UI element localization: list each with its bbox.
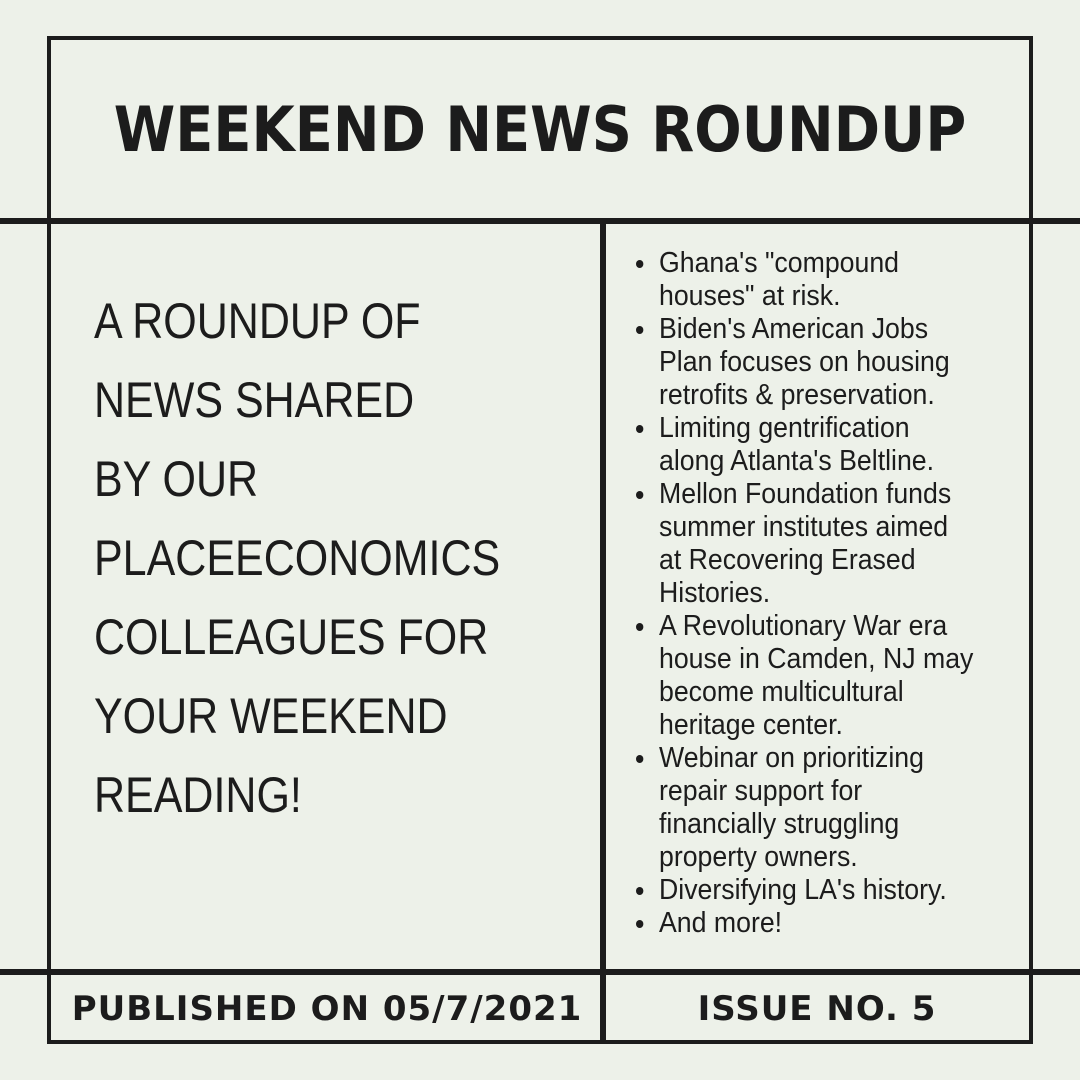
- intro-text: [94, 282, 524, 835]
- bullet-icon: [636, 920, 643, 928]
- frame-right-border: [1029, 36, 1033, 1044]
- bullet-icon: [636, 623, 643, 631]
- column-divider: [600, 218, 606, 1044]
- bullet-icon: [636, 425, 643, 433]
- bullet-icon: [636, 326, 643, 334]
- intro-line: READING!: [94, 767, 302, 823]
- intro-line: PLACEECONOMICS: [94, 530, 501, 586]
- list-item: Mellon Foundation funds summer institutes aimed at Recovering Erased Histories.: [636, 478, 986, 610]
- news-list: [636, 247, 1016, 940]
- list-item: Limiting gentrification along Atlanta's Beltline.: [636, 412, 986, 478]
- frame-left-border: [47, 36, 51, 1044]
- intro-line: A ROUNDUP OF: [94, 293, 421, 349]
- list-item: And more!: [636, 907, 986, 940]
- list-item: Diversifying LA's history.: [636, 874, 986, 907]
- intro-line: BY OUR: [94, 451, 259, 507]
- page-title: WEEKEND NEWS ROUNDUP: [113, 92, 967, 166]
- issue-number: ISSUE NO. 5: [697, 989, 937, 1029]
- list-item: Webinar on prioritizing repair support for financially struggling property owners.: [636, 742, 986, 874]
- intro-line: NEWS SHARED: [94, 372, 415, 428]
- list-item: Ghana's "compound houses" at risk.: [636, 247, 986, 313]
- bullet-icon: [636, 887, 643, 895]
- intro-line: YOUR WEEKEND: [94, 688, 448, 744]
- list-item: A Revolutionary War era house in Camden, NJ may become multicultural heritage center.: [636, 610, 986, 742]
- published-date: PUBLISHED ON 05/7/2021: [71, 989, 583, 1029]
- header-divider: [0, 218, 1080, 224]
- list-item: Biden's American Jobs Plan focuses on housing retrofits & preservation.: [636, 313, 986, 412]
- bullet-icon: [636, 260, 643, 268]
- bullet-icon: [636, 491, 643, 499]
- bullet-icon: [636, 755, 643, 763]
- intro-line: COLLEAGUES FOR: [94, 609, 489, 665]
